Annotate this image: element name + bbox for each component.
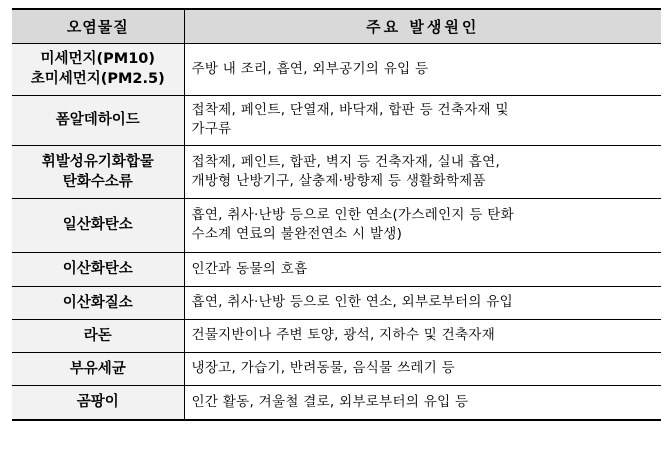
pollutant-name: 미세먼지(PM10) bbox=[40, 51, 156, 67]
table-row bbox=[12, 252, 661, 286]
source-text: 주방 내 조리, 흡연, 외부공기의 유입 등 bbox=[191, 60, 429, 77]
source-text: 인간과 동물의 호흡 bbox=[191, 260, 308, 277]
source-cell bbox=[184, 286, 661, 319]
table-row bbox=[12, 198, 661, 252]
pollutant-name: 초미세먼지(PM2.5) bbox=[30, 71, 165, 87]
source-text: 수소계 연료의 불완전연소 시 발생) bbox=[191, 226, 403, 242]
table-row bbox=[12, 145, 661, 198]
source-text: 가구류 bbox=[191, 121, 232, 137]
pollutant-name: 탄화수소류 bbox=[62, 173, 133, 190]
pollutant-name: 곰팡이 bbox=[76, 394, 119, 411]
source-text: 인간 활동, 겨울철 결로, 외부로부터의 유입 등 bbox=[191, 393, 469, 410]
pollutant-cell bbox=[12, 95, 184, 145]
source-cell bbox=[184, 198, 661, 252]
source-cell bbox=[184, 319, 661, 352]
pollutant-name: 라돈 bbox=[83, 327, 112, 344]
table-header-row bbox=[12, 9, 661, 43]
pollutant-name: 이산화탄소 bbox=[62, 261, 133, 277]
source-text: 냉장고, 가습기, 반려동물, 음식물 쓰레기 등 bbox=[191, 360, 456, 376]
pollutant-source-table-container bbox=[12, 8, 661, 421]
pollutant-cell bbox=[12, 385, 184, 420]
header-pollutant: 오염물질 bbox=[12, 9, 184, 43]
source-cell bbox=[184, 352, 661, 385]
source-cell bbox=[184, 252, 661, 286]
source-text: 흡연, 취사·난방 등으로 인한 연소, 외부로부터의 유입 bbox=[191, 294, 513, 310]
table-row bbox=[12, 319, 661, 352]
source-cell bbox=[184, 145, 661, 198]
table-row bbox=[12, 385, 661, 420]
pollutant-name: 일산화탄소 bbox=[62, 217, 133, 233]
header-main-sources: 주요 발생원인 bbox=[184, 9, 661, 43]
table-row bbox=[12, 286, 661, 319]
source-text: 건물지반이나 주변 토양, 광석, 지하수 및 건축자재 bbox=[191, 327, 496, 343]
pollutant-cell bbox=[12, 145, 184, 198]
pollutant-cell bbox=[12, 319, 184, 352]
source-cell bbox=[184, 43, 661, 95]
source-text: 흡연, 취사·난방 등으로 인한 연소(가스레인지 등 탄화 bbox=[191, 207, 514, 223]
pollutant-name: 부유세균 bbox=[69, 360, 126, 377]
pollutant-cell bbox=[12, 43, 184, 95]
pollutant-name: 이산화질소 bbox=[62, 294, 133, 311]
pollutant-cell bbox=[12, 352, 184, 385]
source-text: 접착제, 페인트, 단열재, 바닥재, 합판 등 건축자재 및 bbox=[191, 102, 509, 118]
pollutant-source-table bbox=[12, 8, 661, 421]
table-row bbox=[12, 352, 661, 385]
pollutant-cell bbox=[12, 252, 184, 286]
source-cell bbox=[184, 385, 661, 420]
source-text: 개방형 난방기구, 살충제·방향제 등 생활화학제품 bbox=[191, 172, 486, 189]
table-row bbox=[12, 95, 661, 145]
pollutant-cell bbox=[12, 286, 184, 319]
pollutant-cell bbox=[12, 198, 184, 252]
pollutant-name: 휘발성유기화합물 bbox=[41, 153, 154, 170]
pollutant-name: 폼알데하이드 bbox=[55, 112, 140, 128]
table-row bbox=[12, 43, 661, 95]
source-text: 접착제, 페인트, 합판, 벽지 등 건축자재, 실내 흡연, bbox=[191, 153, 501, 170]
source-cell bbox=[184, 95, 661, 145]
